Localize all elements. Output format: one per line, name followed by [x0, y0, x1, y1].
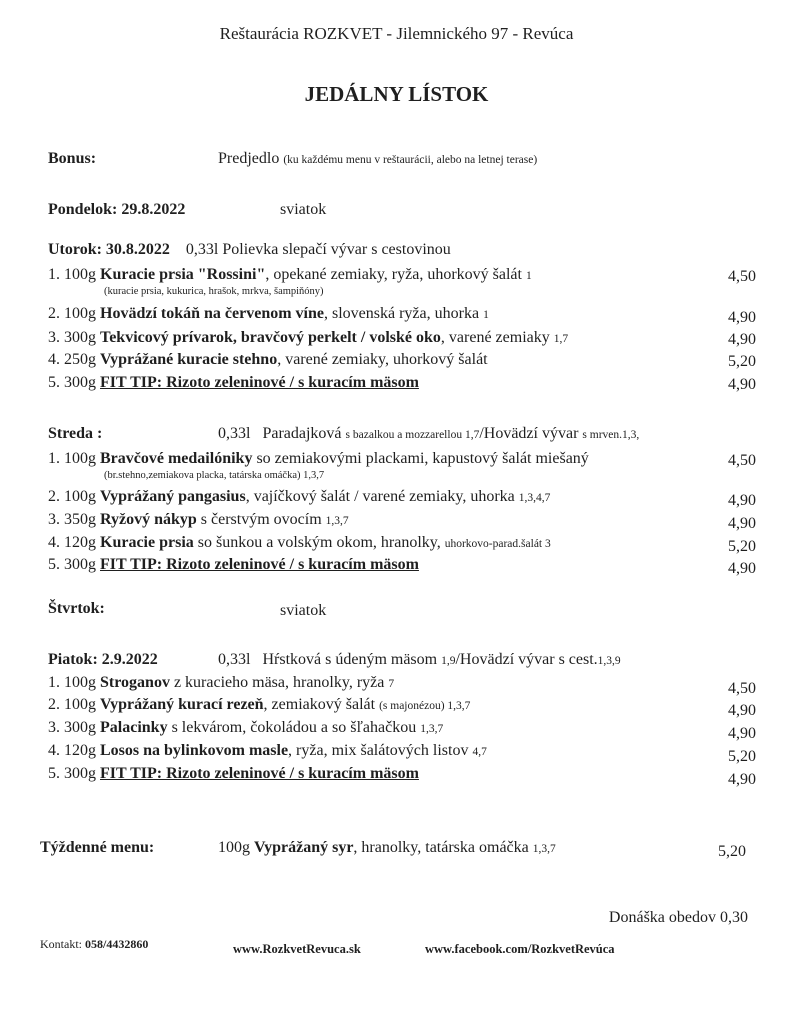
friday-label: Piatok: 2.9.2022: [48, 651, 158, 668]
item-price: 4,90: [728, 725, 756, 742]
wednesday-soup: 0,33l Paradajková s bazalkou a mozzarellou 1,7/Hovädzí vývar s mrven.1,3,: [218, 425, 640, 442]
item-price: 4,50: [728, 268, 756, 285]
menu-item: 3. 300g Tekvicový prívarok, bravčový perkelt / volské oko, varené zemiaky 1,7: [48, 329, 569, 346]
item-price: 4,90: [728, 331, 756, 348]
thursday-status: sviatok: [280, 602, 327, 619]
item-price: 4,50: [728, 452, 756, 469]
delivery-fee: Donáška obedov 0,30: [608, 909, 748, 926]
item-price: 4,90: [728, 309, 756, 326]
friday-soup: 0,33l Hŕstková s údeným mäsom 1,9/Hovädzí vývar s cest.1,3,9: [218, 651, 621, 668]
bonus-label: Bonus:: [48, 150, 97, 167]
bonus-note: (ku každému menu v reštaurácii, alebo na letnej terase): [283, 154, 538, 166]
item-price: 4,90: [728, 492, 756, 509]
restaurant-header: Reštaurácia ROZKVET - Jilemnického 97 - Revúca: [219, 24, 574, 43]
contact: [40, 937, 148, 952]
item-price: 5,20: [728, 353, 756, 370]
website-link[interactable]: www.RozkvetRevuca.sk: [233, 942, 361, 956]
item-price: 4,90: [728, 771, 756, 788]
thursday-label: Štvrtok:: [48, 600, 105, 617]
menu-item: 3. 350g Ryžový nákyp s čerstvým ovocím 1,3,7: [48, 511, 349, 528]
menu-item: 4. 250g Vyprážané kuracie stehno, varené zemiaky, uhorkový šalát: [48, 351, 488, 368]
menu-item: 2. 100g Vyprážaný kurací rezeň, zemiakový šalát (s majonézou) 1,3,7: [48, 696, 471, 713]
bonus-text: [218, 150, 537, 168]
contact-label: Kontakt:: [40, 937, 82, 951]
bonus-item: Predjedlo: [218, 150, 280, 167]
monday-status: sviatok: [280, 201, 327, 218]
item-note: (br.stehno,zemiakova placka, tatárska omáčka) 1,3,7: [104, 470, 325, 481]
item-price: 4,90: [728, 560, 756, 577]
item-price: 4,90: [728, 515, 756, 532]
menu-item: 3. 300g Palacinky s lekvárom, čokoládou a so šľahačkou 1,3,7: [48, 719, 444, 736]
menu-item: 4. 120g Losos na bylinkovom masle, ryža, mix šalátových listov 4,7: [48, 742, 487, 759]
menu-item: 2. 100g Hovädzí tokáň na červenom víne, slovenská ryža, uhorka 1: [48, 305, 489, 322]
facebook-link[interactable]: www.facebook.com/RozkvetRevúca: [425, 942, 615, 956]
menu-item: 2. 100g Vyprážaný pangasius, vajíčkový šalát / varené zemiaky, uhorka 1,3,4,7: [48, 488, 551, 505]
page-title: JEDÁLNY LÍSTOK: [304, 82, 489, 106]
tuesday-soup: 0,33l Polievka slepačí vývar s cestovinou: [185, 241, 451, 258]
item-price: 5,20: [728, 538, 756, 555]
menu-item: 5. 300g FIT TIP: Rizoto zeleninové / s kuracím mäsom: [48, 556, 419, 573]
item-note: (kuracie prsia, kukurica, hrašok, mrkva, šampiňóny): [104, 286, 324, 297]
tuesday-label: Utorok: 30.8.2022: [48, 241, 170, 258]
menu-item: 5. 300g FIT TIP: Rizoto zeleninové / s kuracím mäsom: [48, 374, 419, 391]
monday-label: Pondelok: 29.8.2022: [48, 201, 186, 218]
menu-item: 5. 300g FIT TIP: Rizoto zeleninové / s kuracím mäsom: [48, 765, 419, 782]
menu-item: 1. 100g Bravčové medailóniky so zemiakovými plackami, kapustový šalát miešaný: [48, 450, 589, 467]
friday-heading: [48, 651, 158, 669]
weekly-item: 100g Vyprážaný syr, hranolky, tatárska omáčka 1,3,7: [218, 839, 556, 856]
item-price: 5,20: [728, 748, 756, 765]
menu-item: 1. 100g Kuracie prsia "Rossini", opekané zemiaky, ryža, uhorkový šalát 1: [48, 266, 532, 283]
menu-item: 4. 120g Kuracie prsia so šunkou a volským okom, hranolky, uhorkovo-parad.šalát 3: [48, 534, 551, 551]
weekly-price: 5,20: [718, 843, 746, 860]
wednesday-heading: [48, 425, 102, 443]
weekly-label: Týždenné menu:: [40, 839, 155, 856]
item-price: 4,50: [728, 680, 756, 697]
menu-item: 1. 100g Stroganov z kuracieho mäsa, hranolky, ryža 7: [48, 674, 395, 691]
wednesday-label: Streda :: [48, 425, 103, 442]
item-price: 4,90: [728, 376, 756, 393]
phone-number: 058/4432860: [85, 937, 149, 951]
item-price: 4,90: [728, 702, 756, 719]
tuesday-heading: [48, 241, 451, 259]
